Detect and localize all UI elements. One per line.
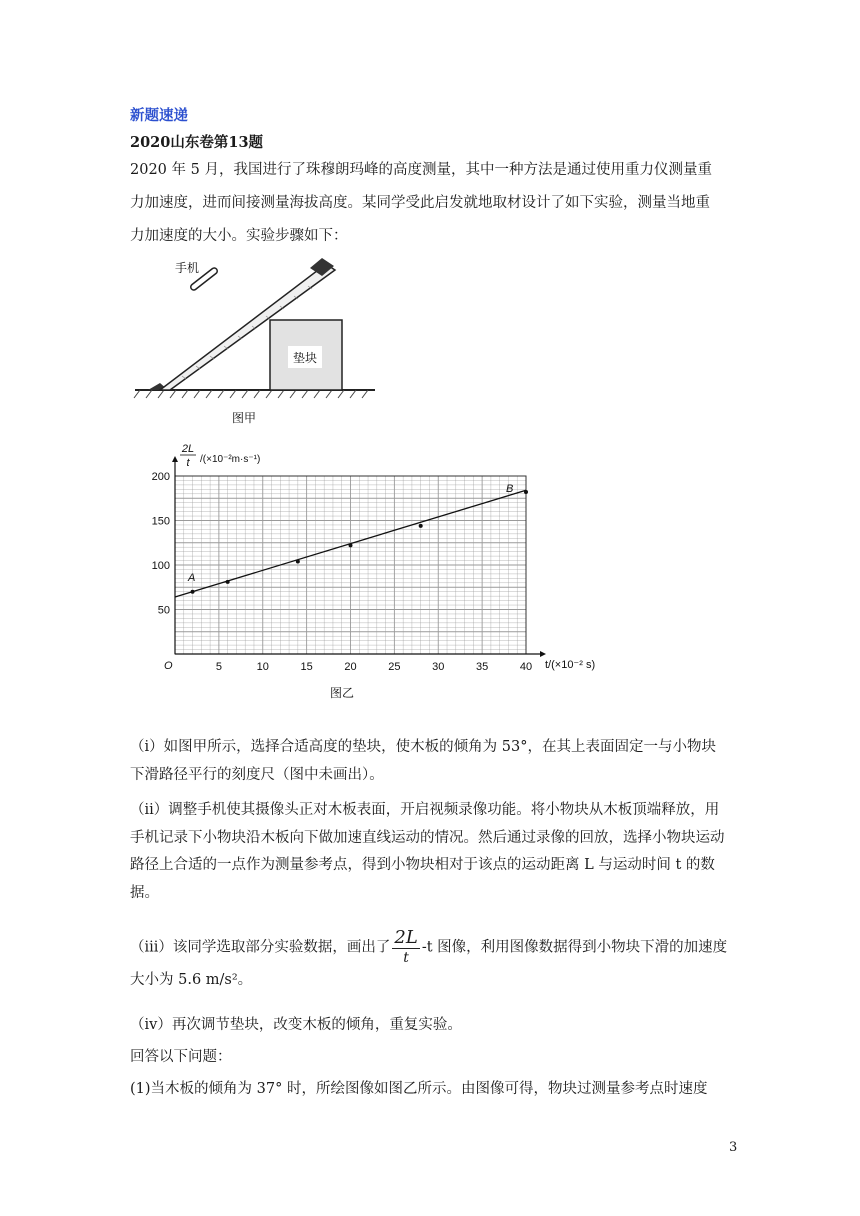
x-tick-label: 15 (300, 661, 313, 673)
step-3-text-before: （iii）该同学选取部分实验数据，画出了 (130, 939, 391, 956)
step-3-frac-num: 2L (394, 927, 418, 948)
step-2: （ii）调整手机使其摄像头正对木板表面，开启视频录像功能。将小物块从木板顶端释放，用手机记录下小物块沿木板向下做加速直线运动的情况。然后通过录像的回放，选择小物块运动路径上合适的一点作为测量参考点，得到小物块相对于该点的运动距离 L 与运动时间 t 的数据。 (130, 802, 725, 901)
data-point (296, 559, 300, 563)
question-source: 2020山东卷第13题 (130, 134, 264, 151)
x-axis-arrow (540, 651, 546, 657)
data-point (524, 490, 528, 494)
figure-a-caption: 图甲 (232, 411, 257, 425)
y-axis-arrow (172, 456, 178, 462)
intro-line-1: 2020 年 5 月，我国进行了珠穆朗玛峰的高度测量，其中一种方法是通过使用重力仪测量重 (130, 162, 712, 178)
y-tick-label: 50 (157, 604, 170, 617)
answer-prompt: 回答以下问题： (130, 1049, 232, 1065)
phone-label: 手机 (175, 261, 200, 275)
x-tick-label: 25 (388, 661, 401, 673)
y-tick-label: 100 (151, 560, 170, 572)
new-questions-link[interactable]: 新题速递 (130, 107, 188, 124)
step-3-frac-den: t (403, 950, 409, 966)
figure-a-incline (130, 250, 390, 430)
y-axis-frac-num: 2L (181, 443, 195, 455)
intro-line-3: 力加速度的大小。实验步骤如下： (130, 228, 348, 244)
x-tick-label: 20 (344, 661, 357, 673)
x-tick-label: 40 (519, 661, 533, 673)
y-tick-label: 200 (151, 471, 170, 483)
block-label: 垫块 (292, 351, 318, 365)
step-4: （iv）再次调节垫块，改变木板的倾角，重复实验。 (130, 1017, 462, 1033)
figure-b-caption: 图乙 (330, 686, 355, 700)
data-point (191, 590, 195, 594)
page-number: 3 (729, 1140, 738, 1155)
step-1: （i）如图甲所示，选择合适高度的垫块，使木板的倾角为 53°，在其上表面固定一与小物块下滑路径平行的刻度尺（图中未画出）。 (130, 739, 716, 783)
data-point (349, 543, 353, 547)
x-tick-label: 30 (432, 661, 445, 673)
x-tick-label: 35 (476, 661, 489, 673)
x-axis-label: t/(×10⁻² s) (545, 659, 596, 671)
step-3-text-after: -t 图像，利用图像数据得到小物块下滑的加速度大小为 5.6 m/s²。 (130, 939, 728, 988)
x-tick-label: 10 (256, 661, 269, 673)
y-tick-label: 150 (151, 515, 170, 528)
intro-line-2: 力加速度，进而间接测量海拔高度。某同学受此启发就地取材设计了如下实验，测量当地重 (130, 195, 710, 211)
question-1: (1)当木板的倾角为 37° 时，所绘图像如图乙所示。由图像可得，物块过测量参考点时速度 (130, 1081, 708, 1097)
y-axis-unit: /(×10⁻²m·s⁻¹) (200, 454, 261, 465)
step-3-fraction (392, 928, 419, 967)
figure-b-chart (140, 438, 640, 708)
x-tick-label: 5 (215, 661, 222, 673)
point-b-label: B (506, 483, 514, 495)
step-3 (130, 928, 730, 995)
y-axis-frac-den: t (186, 457, 190, 469)
data-point (419, 524, 423, 528)
point-a-label: A (188, 572, 196, 584)
origin-label: O (164, 660, 173, 672)
data-point (226, 580, 230, 584)
